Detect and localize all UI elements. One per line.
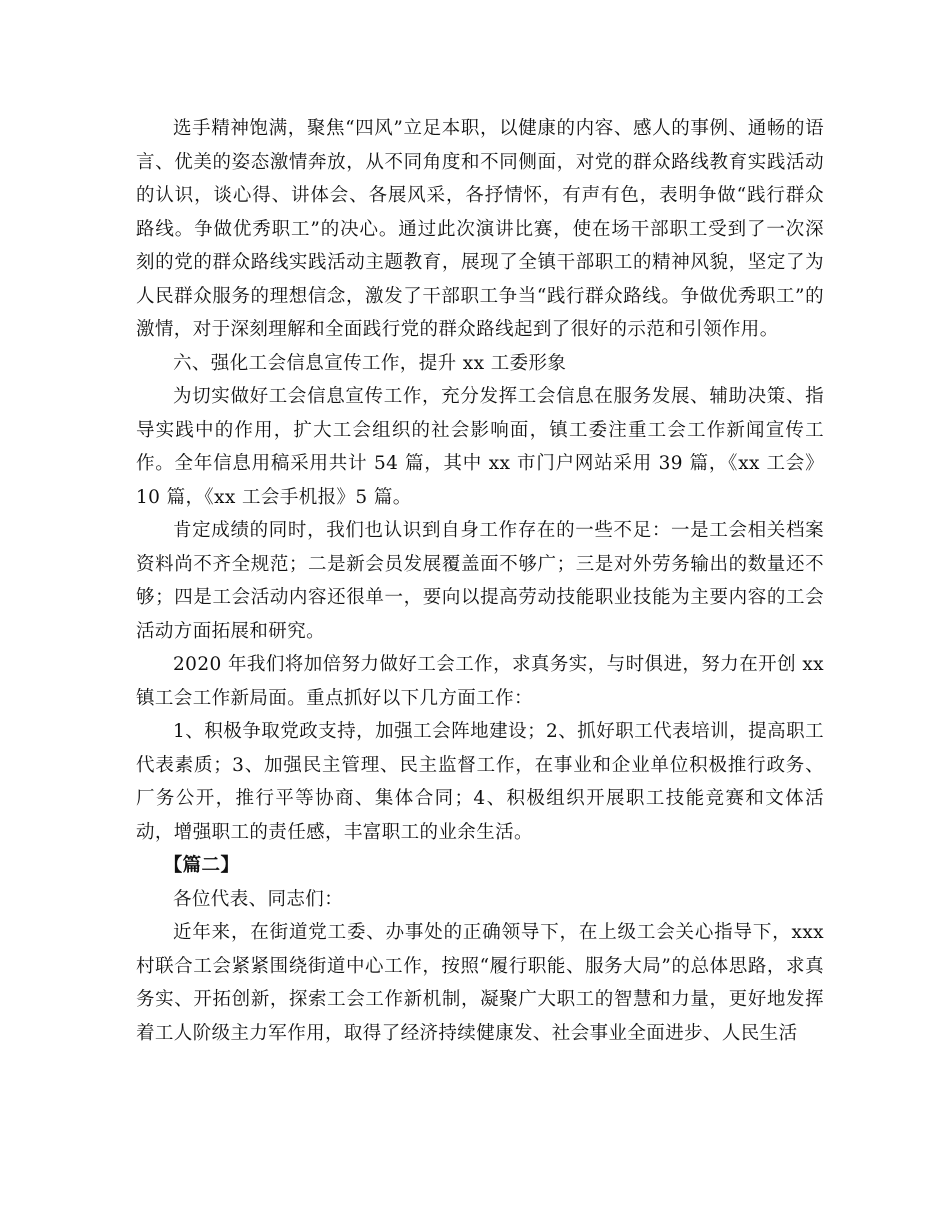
paragraph-publicity: 为切实做好工会信息宣传工作，充分发挥工会信息在服务发展、辅助决策、指导实践中的作用，扩大工会组织的社会影响面，镇工委注重工会工作新闻宣传工作。全年信息用稿采用共计 54 篇，其中 xx 市门户网站采用 39 篇，《xx 工会》10 篇，《xx 工会手机报》5 篇。 (136, 386, 824, 508)
paragraph-2020-plan: 2020 年我们将加倍努力做好工会工作，求真务实，与时俱进，努力在开创 xx 镇工会工作新局面。重点抓好以下几方面工作： (136, 654, 824, 709)
paragraph-recent-years: 近年来，在街道党工委、办事处的正确领导下，在上级工会关心指导下，xxx 村联合工会紧紧围绕街道中心工作，按照“履行职能、服务大局”的总体思路，求真务实、开拓创新，探索工会工作新机制，凝聚广大职工的智慧和力量，更好地发挥着工人阶级主力军作用，取得了经济持续健康发、社会事业全面进步、人民生活 (136, 922, 824, 1044)
document-body (136, 112, 824, 1050)
paragraph-speech-contest: 选手精神饱满，聚焦“四风”立足本职，以健康的内容、感人的事例、通畅的语言、优美的姿态激情奔放，从不同角度和不同侧面，对党的群众路线教育实践活动的认识，谈心得、讲体会、各展风采，各抒情怀，有声有色，表明争做“践行群众路线。争做优秀职工”的决心。通过此次演讲比赛，使在场干部职工受到了一次深刻的党的群众路线实践活动主题教育，展现了全镇干部职工的精神风貌，坚定了为人民群众服务的理想信念，激发了干部职工争当“践行群众路线。争做优秀职工”的激情，对于深刻理解和全面践行党的群众路线起到了很好的示范和引领作用。 (136, 118, 824, 340)
section-heading-six: 六、强化工会信息宣传工作，提升 xx 工委形象 (173, 352, 567, 374)
salutation: 各位代表、同志们： (173, 888, 344, 910)
section-marker-part-two: 【篇二】 (163, 855, 240, 876)
paragraph-shortcomings: 肯定成绩的同时，我们也认识到自身工作存在的一些不足：一是工会相关档案资料尚不齐全规范；二是新会员发展覆盖面不够广；三是对外劳务输出的数量还不够；四是工会活动内容还很单一，要向以提高劳动技能职业技能为主要内容的工会活动方面拓展和研究。 (136, 520, 824, 642)
paragraph-key-tasks: 1、积极争取党政支持，加强工会阵地建设；2、抓好职工代表培训，提高职工代表素质；3、加强民主管理、民主监督工作，在事业和企业单位积极推行政务、厂务公开，推行平等协商、集体合同；4、积极组织开展职工技能竞赛和文体活动，增强职工的责任感，丰富职工的业余生活。 (136, 721, 824, 843)
